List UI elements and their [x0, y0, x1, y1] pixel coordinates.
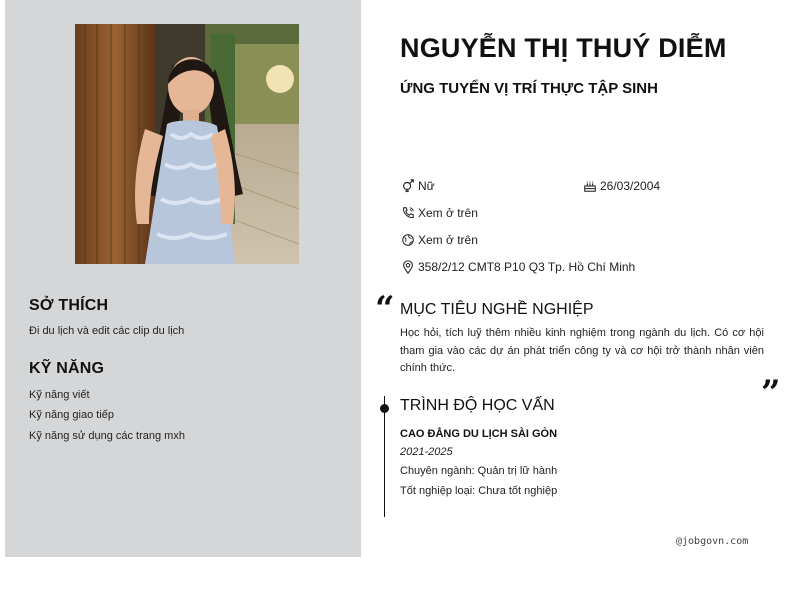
- timeline-line: [384, 396, 385, 517]
- objective-title: MỤC TIÊU NGHỀ NGHIỆP: [400, 301, 594, 318]
- education-title: TRÌNH ĐỘ HỌC VẤN: [400, 397, 555, 414]
- address-value: 358/2/12 CMT8 P10 Q3 Tp. Hồ Chí Minh: [418, 259, 636, 274]
- objective-text: Học hỏi, tích luỹ thêm nhiều kinh nghiệm trong ngành du lịch. Có cơ hội tham gia vào các dự án phát triển công ty và cơ hội trở thành nhân viên chính thức.: [400, 327, 764, 374]
- info-address: [400, 259, 635, 274]
- education-school: CAO ĐẲNG DU LỊCH SÀI GÒN: [400, 428, 558, 440]
- skills-title: KỸ NĂNG: [29, 360, 105, 377]
- globe-icon: [400, 232, 415, 247]
- info-dob: [582, 178, 660, 193]
- hobby-item: Đi du lịch và edit các clip du lịch: [29, 325, 185, 337]
- skill-item: Kỹ năng viết: [29, 389, 90, 401]
- dob-value: 26/03/2004: [600, 178, 661, 193]
- quote-close-icon: ”: [761, 373, 781, 413]
- education-graduation: Tốt nghiệp loại: Chưa tốt nghiệp: [400, 485, 558, 497]
- info-phone: [400, 205, 478, 220]
- candidate-name: NGUYỄN THỊ THUÝ DIỄM: [400, 33, 727, 63]
- info-website: [400, 232, 478, 247]
- quote-open-icon: “: [375, 289, 395, 329]
- gender-icon: [400, 178, 415, 193]
- watermark: @jobgovn.com: [676, 536, 749, 547]
- website-value: Xem ở trên: [418, 232, 478, 247]
- skill-item: Kỹ năng giao tiếp: [29, 409, 115, 421]
- profile-photo: [75, 24, 299, 264]
- sidebar: [5, 0, 361, 557]
- gender-value: Nữ: [418, 178, 435, 193]
- applied-position: ỨNG TUYỂN VỊ TRÍ THỰC TẬP SINH: [400, 80, 658, 97]
- skill-item: Kỹ năng sử dụng các trang mxh: [29, 430, 185, 442]
- education-years: 2021-2025: [400, 446, 453, 458]
- timeline-dot: [380, 404, 389, 413]
- location-pin-icon: [400, 259, 415, 274]
- info-gender: [400, 178, 435, 193]
- phone-icon: [400, 205, 415, 220]
- education-major: Chuyên ngành: Quản trị lữ hành: [400, 465, 558, 477]
- cake-icon: [582, 178, 597, 193]
- hobbies-title: SỞ THÍCH: [29, 297, 109, 314]
- phone-value: Xem ở trên: [418, 205, 478, 220]
